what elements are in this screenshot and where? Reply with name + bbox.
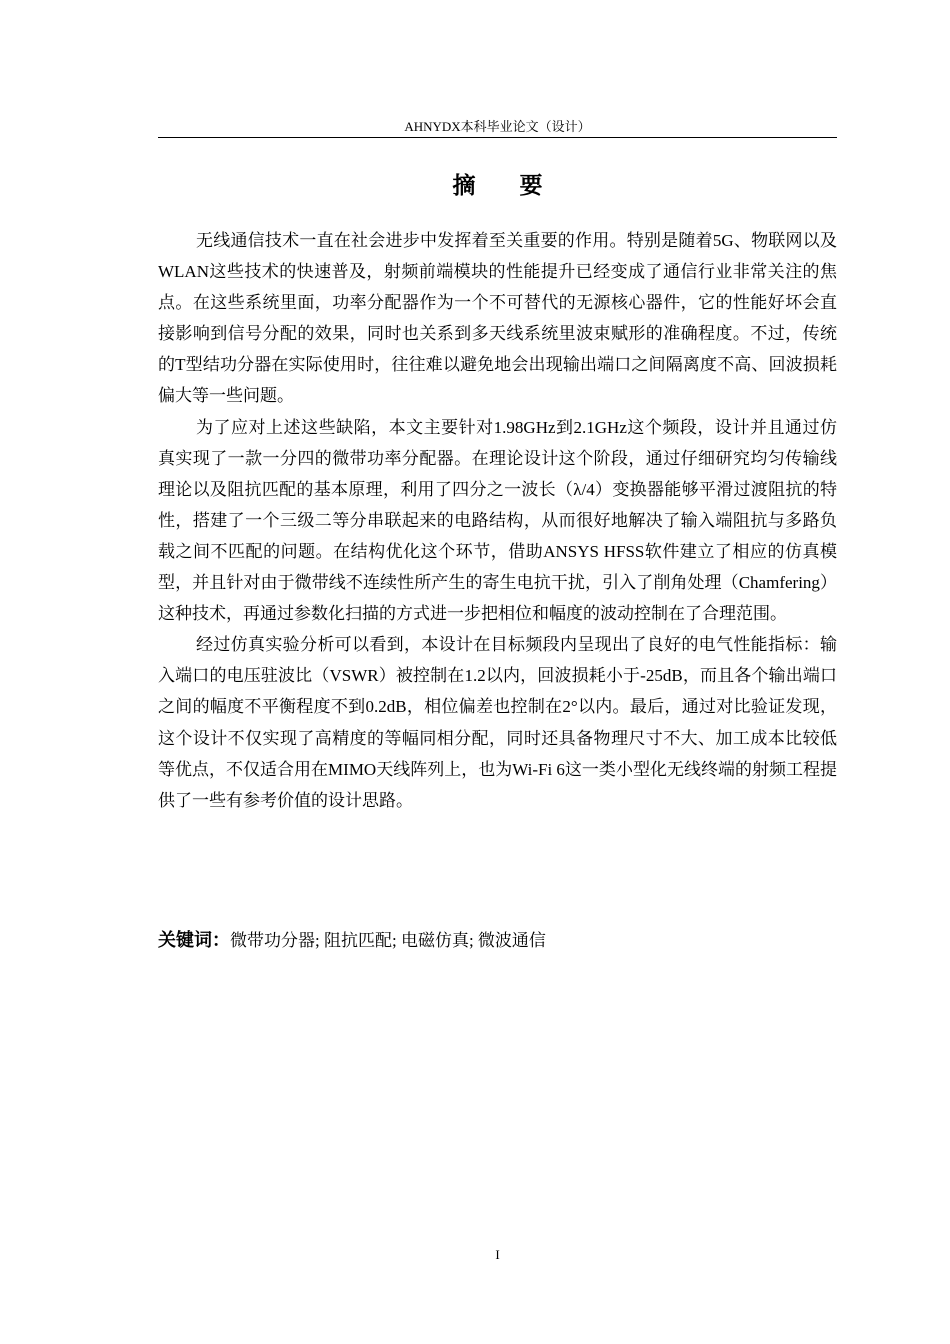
abstract-paragraph-1: 无线通信技术一直在社会进步中发挥着至关重要的作用。特别是随着5G、物联网以及WLAN这些技术的快速普及，射频前端模块的性能提升已经变成了通信行业非常关注的焦点。在这些系统里面，功率分配器作为一个不可替代的无源核心器件，它的性能好坏会直接影响到信号分配的效果，同时也关系到多天线系统里波束赋形的准确程度。不过，传统的T型结功分器在实际使用时，往往难以避免地会出现输出端口之间隔离度不高、回波损耗偏大等一些问题。 — [158, 231, 837, 406]
abstract-paragraph-3: 经过仿真实验分析可以看到，本设计在目标频段内呈现出了良好的电气性能指标：输入端口的电压驻波比（VSWR）被控制在1.2以内，回波损耗小于-25dB，而且各个输出端口之间的幅度不平衡程度不到0.2dB，相位偏差也控制在2°以内。最后，通过对比验证发现，这个设计不仅实现了高精度的等幅同相分配，同时还具备物理尺寸不大、加工成本比较低等优点，不仅适合用在MIMO天线阵列上，也为Wi-Fi 6这一类小型化无线终端的射频工程提供了一些有参考价值的设计思路。 — [158, 635, 837, 810]
abstract-title: 摘 要 — [452, 173, 561, 199]
keywords-text: 微带功分器; 阻抗匹配; 电磁仿真; 微波通信 — [230, 931, 546, 950]
page-number: I — [495, 1247, 500, 1262]
keywords-line — [158, 925, 837, 956]
abstract-body — [158, 225, 837, 816]
abstract-paragraph-2: 为了应对上述这些缺陷，本文主要针对1.98GHz到2.1GHz这个频段，设计并且通过仿真实现了一款一分四的微带功率分配器。在理论设计这个阶段，通过仔细研究均匀传输线理论以及阻抗匹配的基本原理，利用了四分之一波长（λ/4）变换器能够平滑过渡阻抗的特性，搭建了一个三级二等分串联起来的电路结构，从而很好地解决了输入端阻抗与多路负载之间不匹配的问题。在结构优化这个环节，借助ANSYS HFSS软件建立了相应的仿真模型，并且针对由于微带线不连续性所产生的寄生电抗干扰，引入了削角处理（Chamfering）这种技术，再通过参数化扫描的方式进一步把相位和幅度的波动控制在了合理范围。 — [158, 417, 837, 624]
keywords-label: 关键词： — [158, 930, 230, 951]
running-header: AHNYDX本科毕业论文（设计） — [404, 119, 591, 134]
header-rule — [158, 137, 837, 138]
